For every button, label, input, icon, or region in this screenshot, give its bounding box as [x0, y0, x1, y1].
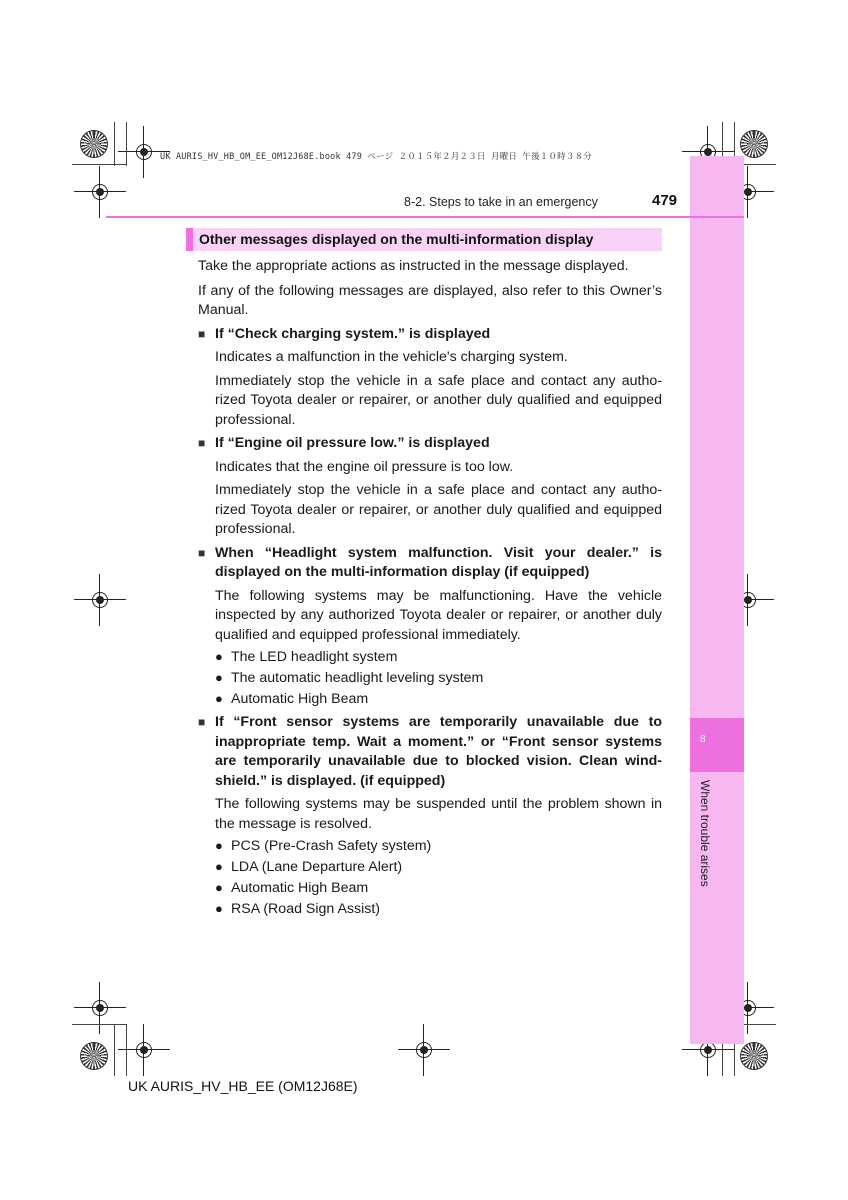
intro-paragraph: If any of the following messages are displayed, also refer to this Owner’s Manual.	[198, 282, 662, 318]
header-rule	[106, 216, 744, 218]
chapter-tab-marker	[690, 718, 744, 772]
crop-line	[126, 1024, 127, 1076]
round-bullet-icon: ●	[215, 838, 223, 854]
message-item-heading	[186, 713, 662, 791]
message-item-body	[215, 348, 662, 430]
chapter-label: When trouble arises	[698, 780, 712, 887]
list-item-text: The LED headlight system	[231, 649, 398, 665]
crop-line	[114, 1024, 115, 1076]
list-item-text: PCS (Pre-Crash Safety system)	[231, 838, 432, 855]
message-item	[186, 713, 662, 919]
print-header: UK AURIS_HV_HB_OM_EE_OM12J68E.book 479 ページ ２０１５年２月２３日 月曜日 午後１０時３８分	[160, 152, 592, 162]
crop-crosshair-icon	[88, 180, 112, 204]
round-bullet-icon: ●	[215, 669, 223, 685]
body-paragraph: Indicates a malfunction in the vehicle's charging system.	[215, 349, 568, 365]
message-item	[186, 544, 662, 710]
list-item-text: RSA (Road Sign Assist)	[231, 900, 381, 917]
crop-crosshair-icon	[132, 140, 156, 164]
square-bullet-icon: ■	[198, 715, 206, 730]
message-item-body	[215, 458, 662, 540]
list-item	[215, 668, 662, 689]
intro-paragraph: Take the appropriate actions as instructed in the message displayed.	[198, 258, 629, 274]
square-bullet-icon: ■	[198, 436, 206, 450]
message-item-heading	[186, 325, 662, 345]
round-bullet-icon: ●	[215, 690, 223, 706]
list-item	[215, 836, 662, 857]
message-item-body	[215, 795, 662, 919]
list-item	[215, 857, 662, 878]
crop-line	[72, 1024, 126, 1025]
message-item-heading	[186, 434, 662, 454]
list-item	[215, 878, 662, 899]
chapter-tab	[690, 156, 744, 1044]
body-paragraph: The following systems may be suspended until the problem shown in the message is resolved.	[215, 796, 662, 832]
footer-model-code: UK AURIS_HV_HB_EE (OM12J68E)	[128, 1078, 358, 1094]
message-item-body	[215, 587, 662, 710]
page-number: 479	[652, 192, 678, 209]
square-bullet-icon: ■	[198, 326, 206, 341]
main-content	[186, 228, 662, 920]
list-item-text: The automatic headlight leveling system	[231, 669, 484, 686]
round-bullet-icon: ●	[215, 649, 223, 664]
message-item-heading	[186, 544, 662, 583]
body-paragraph: Immediately stop the vehicle in a safe place and contact any autho- rized Toyota dealer or repairer, or another duly qualified and equipped professional.	[215, 482, 662, 537]
crop-line	[126, 122, 127, 166]
message-item	[186, 434, 662, 540]
message-item-title: If “Check charging system.” is displayed	[215, 325, 491, 342]
crop-crosshair-icon	[88, 588, 112, 612]
registration-rosette-icon	[740, 1042, 768, 1070]
crop-crosshair-icon	[412, 1038, 436, 1062]
list-item	[215, 647, 662, 668]
list-item-text: Automatic High Beam	[231, 690, 369, 707]
crop-line	[72, 164, 126, 165]
body-paragraph: Immediately stop the vehicle in a safe place and contact any autho- rized Toyota dealer or repairer, or another duly qualified and equipped professional.	[215, 372, 662, 428]
bullet-list	[215, 836, 662, 919]
round-bullet-icon: ●	[215, 879, 223, 895]
message-item	[186, 325, 662, 431]
list-item	[215, 689, 662, 710]
section-heading: Other messages displayed on the multi-information display	[186, 228, 662, 251]
list-item-text: Automatic High Beam	[231, 879, 369, 896]
registration-rosette-icon	[80, 1042, 108, 1070]
bullet-list	[215, 647, 662, 709]
message-item-title: If “Front sensor systems are temporarily unavailable due to inappropriate temp. Wait a moment.” or “Front sensor systems are temporarily unavailable due to blocked vision. Clean wind- shield.” is displayed. (if equipped)	[215, 714, 662, 789]
chapter-number: 8	[700, 734, 706, 745]
round-bullet-icon: ●	[215, 900, 223, 916]
crop-line	[114, 122, 115, 166]
list-item	[215, 899, 662, 920]
crop-crosshair-icon	[88, 996, 112, 1020]
round-bullet-icon: ●	[215, 859, 223, 875]
message-item-title: If “Engine oil pressure low.” is displayed	[215, 435, 490, 451]
list-item-text: LDA (Lane Departure Alert)	[231, 859, 403, 876]
square-bullet-icon: ■	[198, 545, 206, 560]
registration-rosette-icon	[740, 130, 768, 158]
body-paragraph: The following systems may be malfunctioning. Have the vehicle inspected by any authorized Toyota dealer or repairer, or another duly qualified and equipped professional immediately.	[215, 587, 662, 643]
message-item-title: When “Headlight system malfunction. Visit your dealer.” is displayed on the multi-information display (if equipped)	[215, 544, 662, 580]
body-paragraph: Indicates that the engine oil pressure is too low.	[215, 458, 514, 475]
running-head-section: 8-2. Steps to take in an emergency	[404, 195, 598, 209]
registration-rosette-icon	[80, 130, 108, 158]
crop-crosshair-icon	[132, 1038, 156, 1062]
